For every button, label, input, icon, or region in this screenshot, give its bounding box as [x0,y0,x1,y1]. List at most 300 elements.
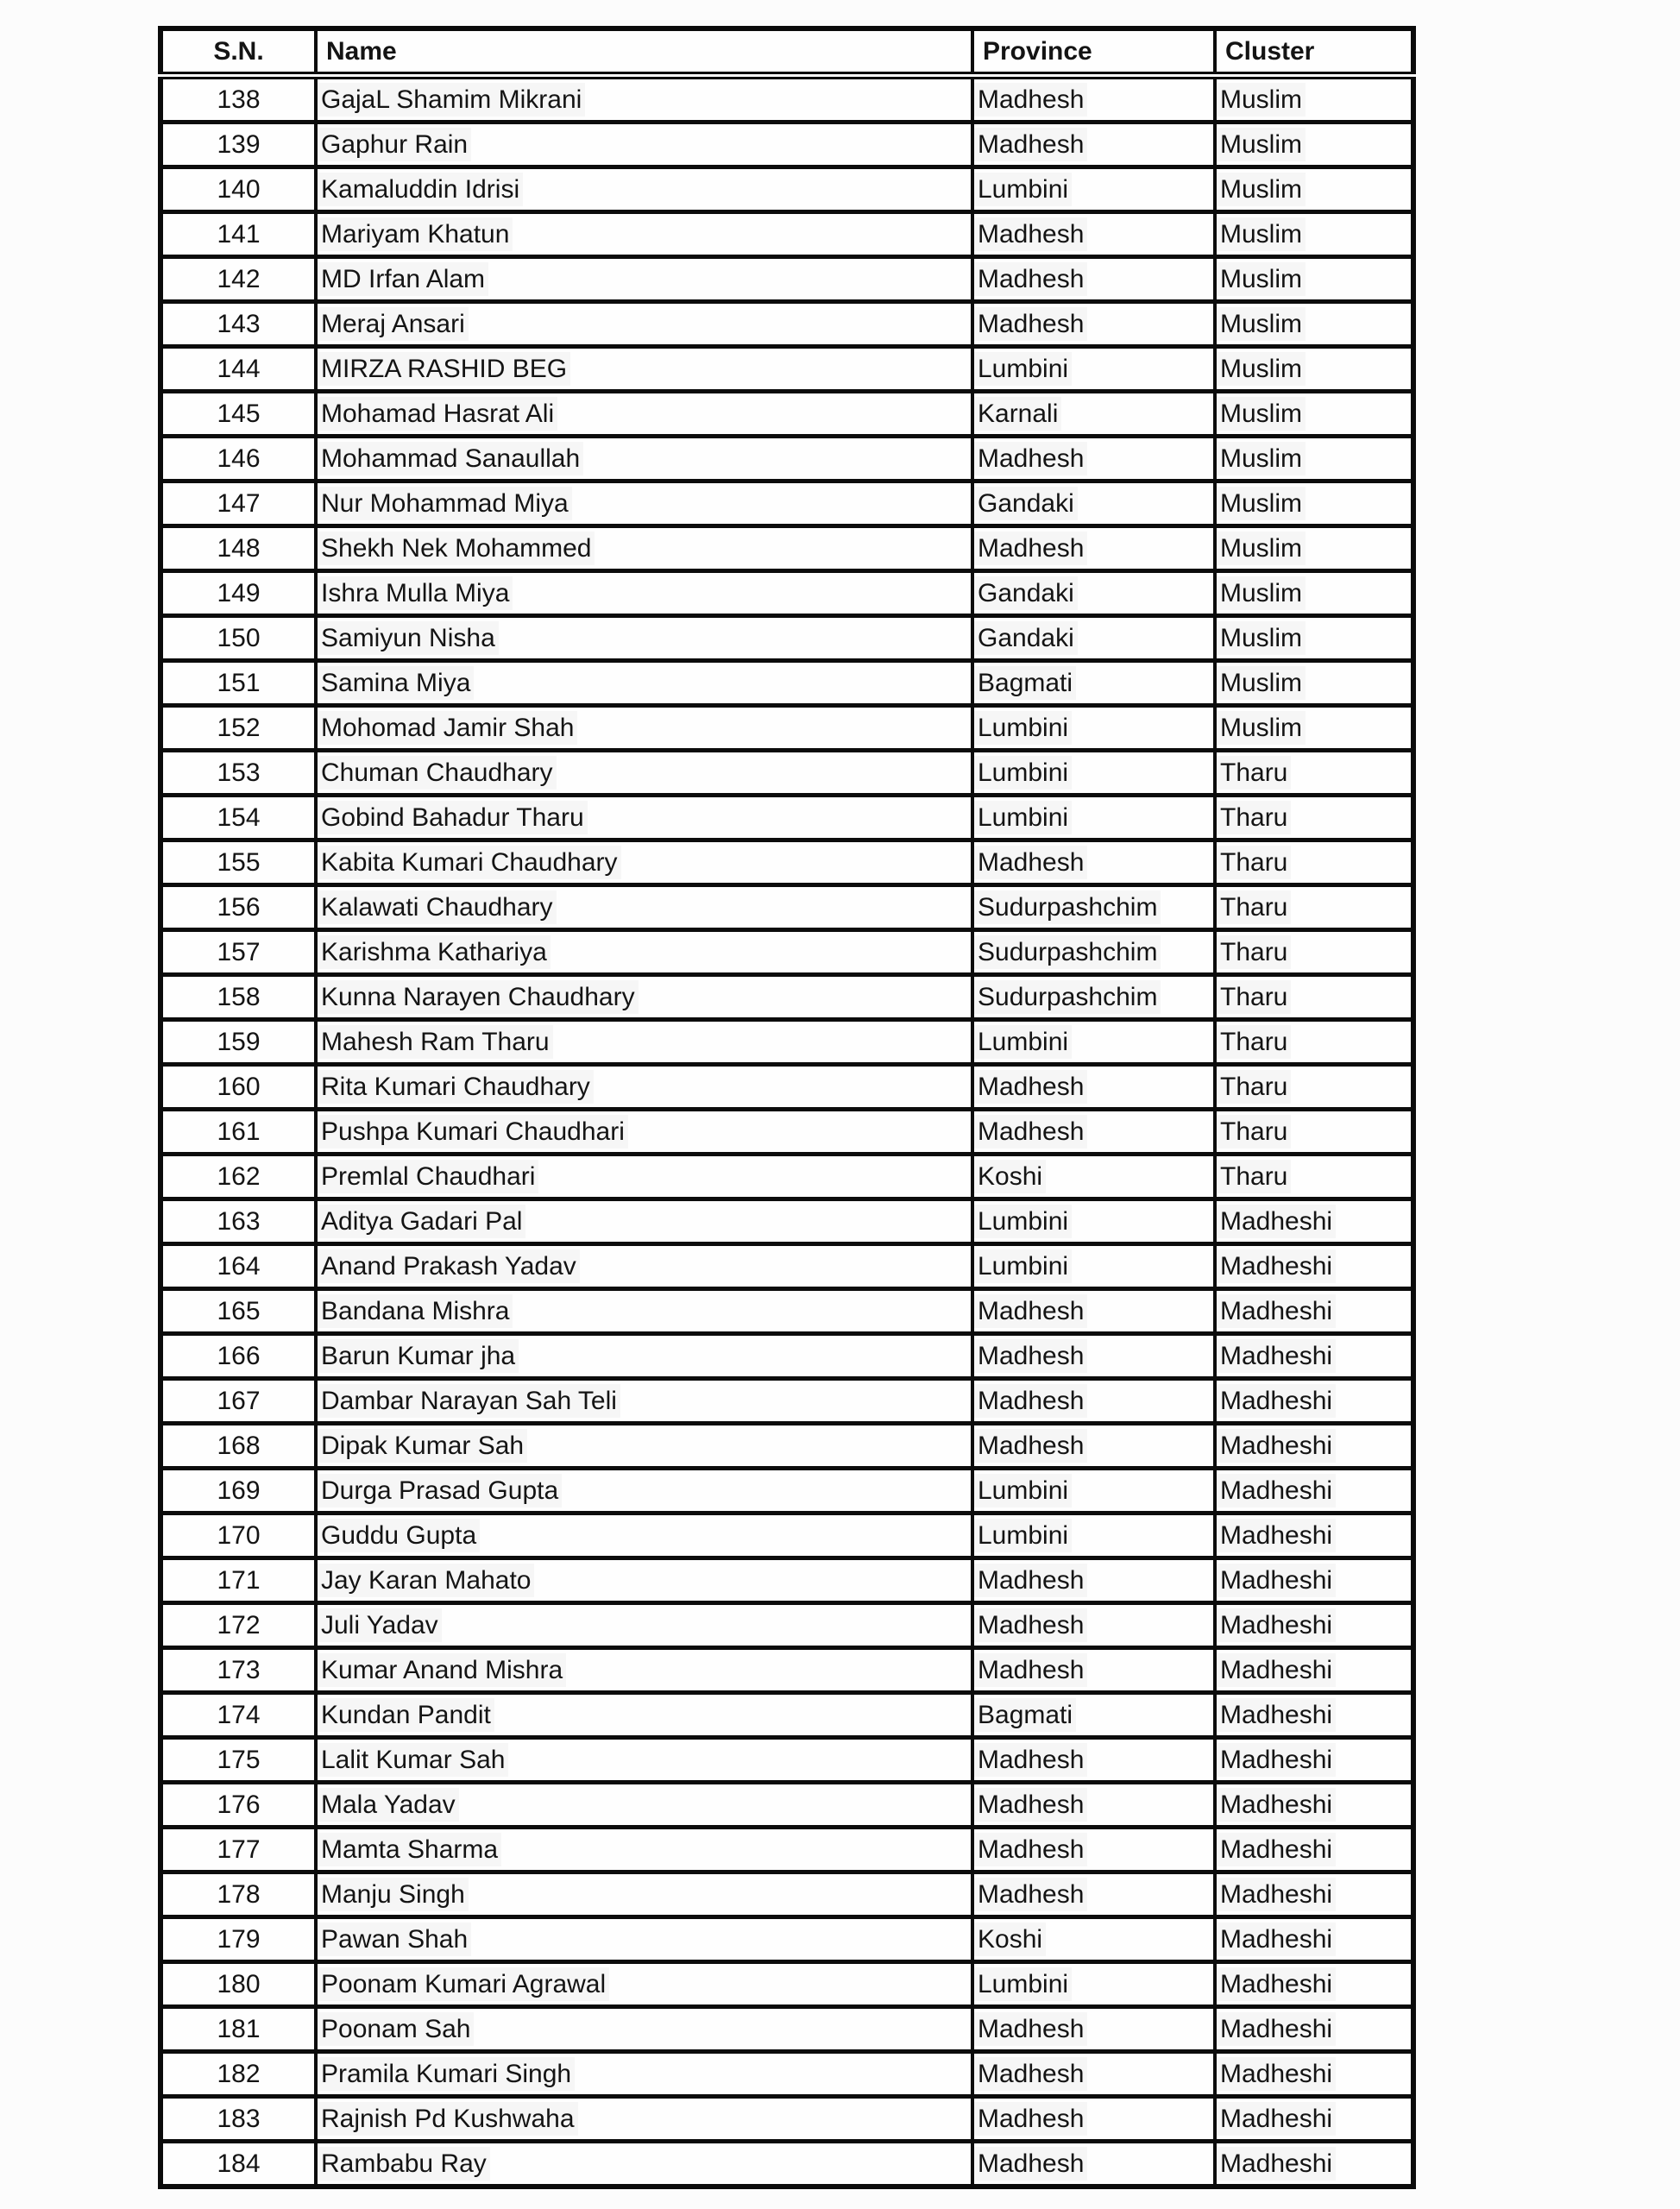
cluster-cell-text: Tharu [1217,756,1291,790]
province-cell [972,1334,1215,1379]
sn-cell: 140 [160,167,316,212]
province-cell-text: Gandaki [974,621,1078,655]
province-cell-text: Madhesh [974,1608,1087,1642]
table-row [160,885,1413,930]
province-cell [972,571,1215,616]
sn-cell: 180 [160,1962,316,2007]
name-cell [316,661,972,706]
name-cell-text: Karishma Kathariya [318,935,551,969]
cluster-cell [1215,481,1413,526]
table-row [160,1738,1413,1783]
name-cell [316,885,972,930]
sn-cell: 166 [160,1334,316,1379]
cluster-cell-text: Madheshi [1217,1698,1336,1732]
name-cell [316,2142,972,2187]
province-cell-text: Sudurpashchim [974,980,1161,1014]
name-cell-text: Rita Kumari Chaudhary [318,1070,594,1104]
cluster-cell [1215,123,1413,167]
cluster-cell-text: Tharu [1217,1025,1291,1059]
province-cell-text: Madhesh [974,2147,1087,2181]
sn-cell: 171 [160,1558,316,1603]
table-row [160,1962,1413,2007]
province-cell [972,1110,1215,1155]
name-cell [316,616,972,661]
table-row [160,840,1413,885]
name-cell-text: Dambar Narayan Sah Teli [318,1384,620,1418]
sn-cell: 159 [160,1020,316,1065]
province-cell [972,1424,1215,1469]
cluster-cell [1215,526,1413,571]
name-cell [316,1065,972,1110]
province-cell [972,1917,1215,1962]
name-cell-text: Rajnish Pd Kushwaha [318,2102,578,2136]
column-header-sn: S.N. [160,28,316,76]
name-cell [316,706,972,751]
name-cell-text: Mamta Sharma [318,1833,501,1866]
province-cell [972,1603,1215,1648]
sn-cell: 181 [160,2007,316,2052]
sn-cell: 150 [160,616,316,661]
cluster-cell-text: Madheshi [1217,1339,1336,1373]
cluster-cell-text: Muslim [1217,621,1306,655]
province-cell-text: Lumbini [974,1205,1072,1238]
table-row [160,2097,1413,2142]
sn-cell: 164 [160,1244,316,1289]
name-cell [316,796,972,840]
sn-cell: 175 [160,1738,316,1783]
name-cell-text: Nur Mohammad Miya [318,487,572,520]
sn-cell: 153 [160,751,316,796]
cluster-cell-text: Muslim [1217,83,1306,116]
table-row [160,302,1413,347]
name-cell-text: Meraj Ansari [318,307,469,341]
table-row [160,1872,1413,1917]
table-row [160,1693,1413,1738]
name-cell [316,1379,972,1424]
cluster-cell [1215,1514,1413,1558]
province-cell-text: Madhesh [974,217,1087,251]
cluster-cell-text: Madheshi [1217,1833,1336,1866]
cluster-cell [1215,347,1413,392]
cluster-cell [1215,885,1413,930]
sn-cell: 156 [160,885,316,930]
province-cell-text: Madhesh [974,83,1087,116]
cluster-cell-text: Tharu [1217,1160,1291,1193]
cluster-cell [1215,1603,1413,1648]
sn-cell: 172 [160,1603,316,1648]
province-cell [972,1065,1215,1110]
cluster-cell [1215,1693,1413,1738]
province-cell-text: Madhesh [974,1788,1087,1822]
table-row [160,706,1413,751]
sn-cell: 170 [160,1514,316,1558]
cluster-cell [1215,706,1413,751]
name-cell-text: Juli Yadav [318,1608,442,1642]
name-cell [316,1334,972,1379]
cluster-cell-text: Muslim [1217,128,1306,161]
cluster-cell-text: Madheshi [1217,2012,1336,2046]
name-cell [316,347,972,392]
cluster-cell-text: Muslim [1217,666,1306,700]
table-row [160,167,1413,212]
cluster-cell-text: Madheshi [1217,1249,1336,1283]
province-cell-text: Madhesh [974,1070,1087,1104]
name-cell [316,1962,972,2007]
cluster-cell [1215,1738,1413,1783]
cluster-cell-text: Tharu [1217,980,1291,1014]
sn-cell: 160 [160,1065,316,1110]
cluster-cell [1215,975,1413,1020]
cluster-cell [1215,212,1413,257]
province-cell-text: Madhesh [974,2012,1087,2046]
name-cell-text: Rambabu Ray [318,2147,490,2181]
name-cell-text: Kunna Narayen Chaudhary [318,980,639,1014]
province-cell-text: Madhesh [974,1429,1087,1463]
name-cell [316,257,972,302]
name-cell-text: Barun Kumar jha [318,1339,519,1373]
name-cell-text: Guddu Gupta [318,1519,480,1552]
cluster-cell [1215,1962,1413,2007]
name-cell-text: Kamaluddin Idrisi [318,173,523,206]
cluster-cell-text: Madheshi [1217,1788,1336,1822]
table-row [160,1648,1413,1693]
name-cell [316,1783,972,1828]
sn-cell: 144 [160,347,316,392]
table-row [160,437,1413,481]
sn-cell: 183 [160,2097,316,2142]
name-cell-text: Mala Yadav [318,1788,459,1822]
province-cell [972,840,1215,885]
table-row [160,212,1413,257]
name-cell [316,526,972,571]
table-row [160,347,1413,392]
province-cell [972,1155,1215,1199]
roster-table [158,26,1416,2189]
province-cell-text: Sudurpashchim [974,935,1161,969]
table-row [160,1020,1413,1065]
sn-cell: 148 [160,526,316,571]
province-cell [972,1558,1215,1603]
province-cell-text: Madhesh [974,532,1087,565]
name-cell-text: Durga Prasad Gupta [318,1474,562,1507]
province-cell [972,1469,1215,1514]
name-cell [316,1828,972,1872]
province-cell-text: Lumbini [974,1519,1072,1552]
province-cell [972,212,1215,257]
cluster-cell-text: Muslim [1217,173,1306,206]
table-row [160,1065,1413,1110]
province-cell [972,661,1215,706]
sn-cell: 167 [160,1379,316,1424]
name-cell [316,1199,972,1244]
table-row [160,1558,1413,1603]
province-cell-text: Bagmati [974,666,1076,700]
province-cell-text: Lumbini [974,801,1072,834]
province-cell-text: Madhesh [974,2057,1087,2091]
cluster-cell [1215,257,1413,302]
name-cell-text: Mohamad Hasrat Ali [318,397,557,431]
province-cell [972,2052,1215,2097]
name-cell [316,975,972,1020]
cluster-cell [1215,661,1413,706]
province-cell-text: Madhesh [974,128,1087,161]
table-row [160,1244,1413,1289]
table-row [160,616,1413,661]
name-cell [316,840,972,885]
name-cell [316,1738,972,1783]
sn-cell: 149 [160,571,316,616]
cluster-cell [1215,1244,1413,1289]
sn-cell: 161 [160,1110,316,1155]
province-cell-text: Madhesh [974,1743,1087,1777]
province-cell [972,975,1215,1020]
province-cell [972,1648,1215,1693]
column-header-province: Province [972,28,1215,76]
name-cell [316,1693,972,1738]
table-row [160,2007,1413,2052]
name-cell [316,1020,972,1065]
province-cell-text: Lumbini [974,1474,1072,1507]
sn-cell: 182 [160,2052,316,2097]
province-cell-text: Lumbini [974,756,1072,790]
cluster-cell [1215,1020,1413,1065]
name-cell-text: Pawan Shah [318,1923,471,1956]
province-cell-text: Madhesh [974,1653,1087,1687]
sn-cell: 168 [160,1424,316,1469]
province-cell [972,1199,1215,1244]
table-row [160,1199,1413,1244]
sn-cell: 139 [160,123,316,167]
province-cell [972,796,1215,840]
cluster-cell [1215,1334,1413,1379]
name-cell [316,1469,972,1514]
cluster-cell-text: Madheshi [1217,1923,1336,1956]
province-cell-text: Lumbini [974,711,1072,745]
sn-cell: 162 [160,1155,316,1199]
name-cell-text: MIRZA RASHID BEG [318,352,570,386]
province-cell [972,1514,1215,1558]
cluster-cell-text: Madheshi [1217,1474,1336,1507]
name-cell-text: Samiyun Nisha [318,621,499,655]
sn-cell: 179 [160,1917,316,1962]
name-cell [316,2007,972,2052]
sn-cell: 173 [160,1648,316,1693]
province-cell [972,437,1215,481]
table-row [160,796,1413,840]
province-cell [972,1289,1215,1334]
column-header-name: Name [316,28,972,76]
name-cell [316,2097,972,2142]
name-cell-text: Mahesh Ram Tharu [318,1025,553,1059]
name-cell [316,123,972,167]
name-cell-text: Mohomad Jamir Shah [318,711,577,745]
province-cell-text: Karnali [974,397,1061,431]
sn-cell: 165 [160,1289,316,1334]
name-cell-text: Ishra Mulla Miya [318,576,513,610]
cluster-cell-text: Madheshi [1217,1608,1336,1642]
cluster-cell [1215,1379,1413,1424]
province-cell [972,1020,1215,1065]
province-cell-text: Koshi [974,1160,1046,1193]
cluster-cell [1215,1648,1413,1693]
name-cell-text: Shekh Nek Mohammed [318,532,595,565]
sn-cell: 184 [160,2142,316,2187]
cluster-cell [1215,930,1413,975]
name-cell-text: Kumar Anand Mishra [318,1653,566,1687]
province-cell-text: Madhesh [974,1878,1087,1911]
province-cell [972,167,1215,212]
table-row [160,1424,1413,1469]
table-row [160,571,1413,616]
province-cell [972,1379,1215,1424]
cluster-cell-text: Madheshi [1217,1205,1336,1238]
province-cell [972,1872,1215,1917]
table-row [160,526,1413,571]
sn-cell: 142 [160,257,316,302]
cluster-cell [1215,1558,1413,1603]
province-cell [972,123,1215,167]
province-cell-text: Lumbini [974,352,1072,386]
sn-cell: 157 [160,930,316,975]
cluster-cell-text: Tharu [1217,935,1291,969]
name-cell-text: Samina Miya [318,666,474,700]
name-cell [316,481,972,526]
province-cell [972,1738,1215,1783]
cluster-cell [1215,1065,1413,1110]
cluster-cell [1215,2142,1413,2187]
province-cell-text: Madhesh [974,846,1087,879]
cluster-cell [1215,840,1413,885]
province-cell [972,1962,1215,2007]
sn-cell: 151 [160,661,316,706]
table-row [160,1155,1413,1199]
table-row [160,481,1413,526]
name-cell [316,1872,972,1917]
cluster-cell [1215,1199,1413,1244]
table-row [160,123,1413,167]
cluster-cell-text: Madheshi [1217,1743,1336,1777]
sn-cell: 177 [160,1828,316,1872]
cluster-cell-text: Muslim [1217,397,1306,431]
province-cell [972,1693,1215,1738]
cluster-cell [1215,1872,1413,1917]
name-cell-text: Kabita Kumari Chaudhary [318,846,621,879]
name-cell-text: Lalit Kumar Sah [318,1743,508,1777]
name-cell [316,2052,972,2097]
cluster-cell [1215,2097,1413,2142]
table-row [160,661,1413,706]
sn-cell: 145 [160,392,316,437]
cluster-cell-text: Tharu [1217,1115,1291,1149]
province-cell [972,1244,1215,1289]
province-cell-text: Koshi [974,1923,1046,1956]
table-row [160,257,1413,302]
sn-cell: 154 [160,796,316,840]
province-cell [972,2142,1215,2187]
name-cell-text: Manju Singh [318,1878,469,1911]
table-row [160,2142,1413,2187]
name-cell-text: Aditya Gadari Pal [318,1205,525,1238]
cluster-cell-text: Tharu [1217,1070,1291,1104]
cluster-cell-text: Madheshi [1217,1384,1336,1418]
province-cell-text: Lumbini [974,173,1072,206]
cluster-cell [1215,1469,1413,1514]
name-cell [316,76,972,123]
name-cell [316,1648,972,1693]
province-cell-text: Madhesh [974,1339,1087,1373]
cluster-cell-text: Muslim [1217,576,1306,610]
sn-cell: 141 [160,212,316,257]
province-cell [972,526,1215,571]
table-row [160,751,1413,796]
name-cell-text: Poonam Sah [318,2012,474,2046]
cluster-cell [1215,2052,1413,2097]
sn-cell: 138 [160,76,316,123]
province-cell [972,1783,1215,1828]
sn-cell: 152 [160,706,316,751]
sn-cell: 178 [160,1872,316,1917]
name-cell-text: MD Irfan Alam [318,262,488,296]
name-cell-text: Mohammad Sanaullah [318,442,583,475]
sn-cell: 155 [160,840,316,885]
province-cell-text: Madhesh [974,1384,1087,1418]
province-cell-text: Lumbini [974,1025,1072,1059]
province-cell [972,481,1215,526]
cluster-cell-text: Tharu [1217,846,1291,879]
name-cell [316,1514,972,1558]
cluster-cell [1215,751,1413,796]
province-cell [972,392,1215,437]
province-cell [972,2007,1215,2052]
province-cell [972,1828,1215,1872]
name-cell [316,392,972,437]
cluster-cell-text: Madheshi [1217,2102,1336,2136]
table-row [160,76,1413,123]
cluster-cell-text: Madheshi [1217,1967,1336,2001]
cluster-cell [1215,1828,1413,1872]
cluster-cell-text: Muslim [1217,307,1306,341]
province-cell-text: Madhesh [974,2102,1087,2136]
cluster-cell-text: Muslim [1217,487,1306,520]
table-row [160,392,1413,437]
province-cell [972,751,1215,796]
province-cell [972,347,1215,392]
cluster-cell-text: Madheshi [1217,1519,1336,1552]
cluster-cell [1215,392,1413,437]
cluster-cell-text: Madheshi [1217,1653,1336,1687]
cluster-cell-text: Tharu [1217,891,1291,924]
cluster-cell [1215,796,1413,840]
name-cell [316,302,972,347]
name-cell-text: Jay Karan Mahato [318,1564,534,1597]
sn-cell: 147 [160,481,316,526]
province-cell-text: Madhesh [974,1115,1087,1149]
sn-cell: 143 [160,302,316,347]
name-cell-text: Dipak Kumar Sah [318,1429,527,1463]
province-cell [972,616,1215,661]
cluster-cell [1215,1917,1413,1962]
cluster-cell-text: Madheshi [1217,1429,1336,1463]
name-cell-text: Kundan Pandit [318,1698,494,1732]
name-cell [316,1155,972,1199]
table-row [160,930,1413,975]
cluster-cell-text: Muslim [1217,352,1306,386]
name-cell-text: Mariyam Khatun [318,217,513,251]
cluster-cell [1215,167,1413,212]
table-row [160,1334,1413,1379]
province-cell-text: Madhesh [974,1564,1087,1597]
column-header-cluster: Cluster [1215,28,1413,76]
